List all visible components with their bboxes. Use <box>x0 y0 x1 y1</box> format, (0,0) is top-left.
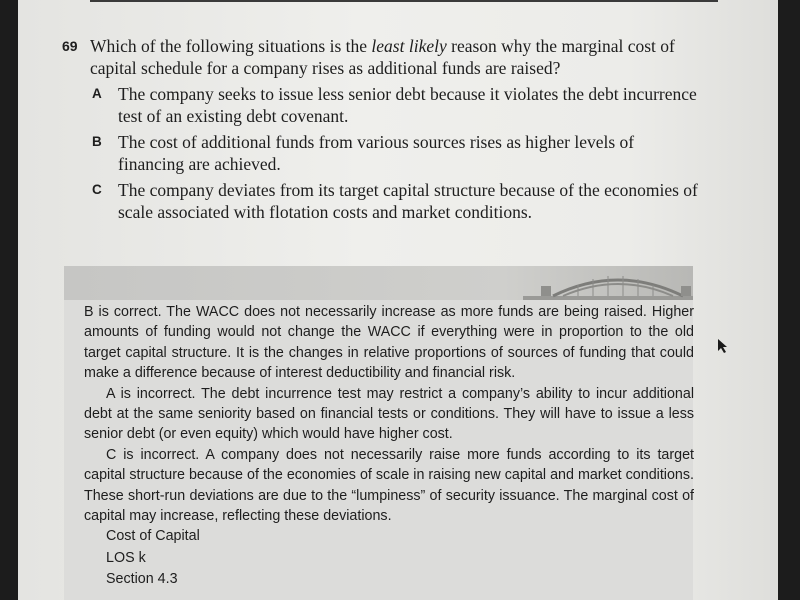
option-text: The company seeks to issue less senior debt because it violates the debt incurrence test of an existing debt covenant. <box>118 84 697 126</box>
question-text: Which of the following situations is the least likely reason why the marginal cost of capital schedule for a company rises as additional funds are raised? <box>90 36 675 78</box>
reference-reading: Cost of Capital <box>106 528 200 545</box>
paragraph-c-incorrect: C is incorrect. A company does not necessarily raise more funds according to its target capital structure because of the economies of scale in raising new capital and market conditions. These short-run deviations are due to the “lumpiness” of security issuance. The marginal cost of capital may increase, reflecting these deviations. <box>84 446 694 525</box>
reference-list <box>84 526 694 591</box>
option-text: The cost of additional funds from various sources rises as higher levels of financing are achieved. <box>118 132 635 174</box>
paragraph-b-correct: B is correct. The WACC does not necessarily increase as more funds are being raised. Higher amounts of funding would not change the WACC if everything were in proportion to the old target capital structure. It is the changes in relative proportions of sources of funding that could make a difference because of interest deductibility and financial risk. <box>84 304 694 382</box>
option-a <box>62 83 702 127</box>
bridge-icon <box>523 266 693 300</box>
emphasis-text: least likely <box>371 36 447 56</box>
option-c <box>62 179 702 223</box>
reference-section: Section 4.3 <box>106 571 178 588</box>
paragraph-a-incorrect: A is incorrect. The debt incurrence test may restrict a company’s ability to incur additional debt at the same seniority based on financial tests or conditions. They will have to issue a less senior debt (or even equity) which would have higher cost. <box>84 385 694 443</box>
option-letter: A <box>92 86 102 101</box>
reference-los: LOS k <box>106 549 146 566</box>
option-letter: B <box>92 134 102 149</box>
solution-header-band <box>64 266 693 300</box>
option-letter: C <box>92 182 102 197</box>
solution-text <box>84 302 694 591</box>
option-b <box>62 131 702 175</box>
option-text: The company deviates from its target capital structure because of the economies of scale associated with flotation costs and market conditions. <box>118 180 698 222</box>
question-number: 69 <box>62 38 78 54</box>
mouse-cursor-icon <box>717 338 729 354</box>
question-block <box>62 35 702 223</box>
top-rule <box>90 0 718 2</box>
